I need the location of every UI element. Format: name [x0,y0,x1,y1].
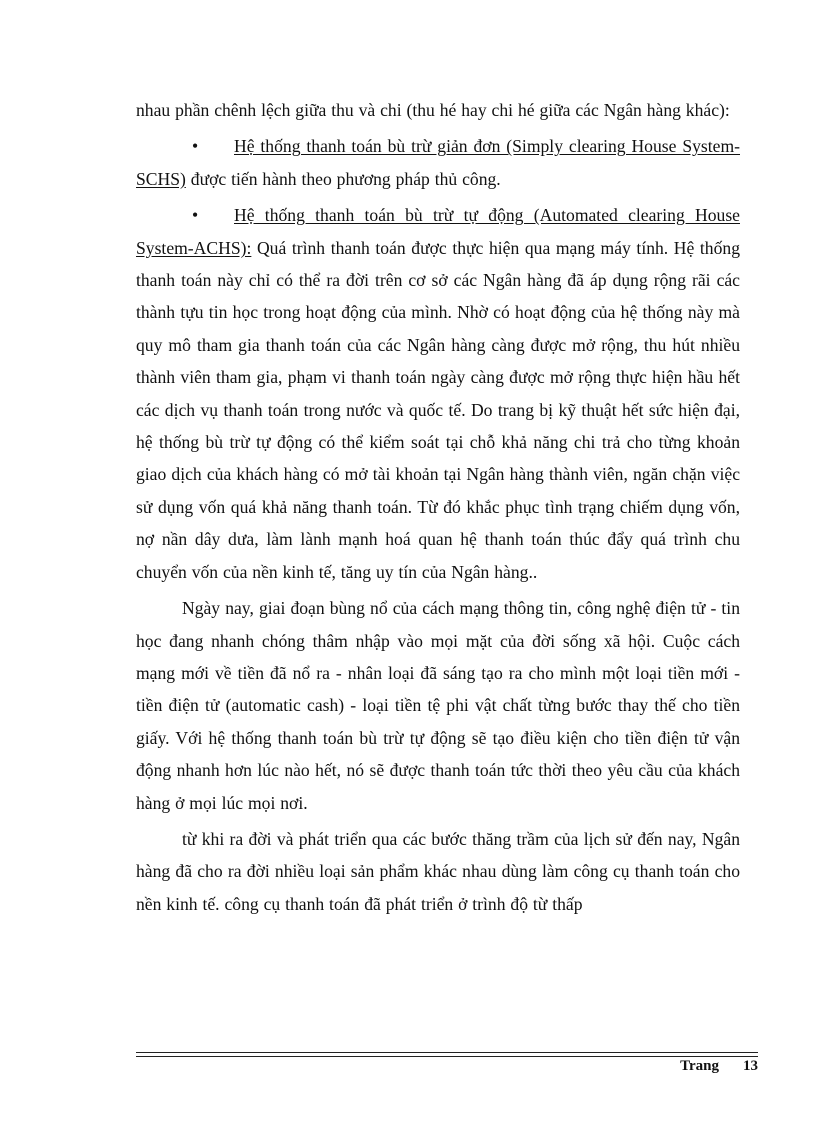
paragraph-continued: nhau phần chênh lệch giữa thu và chi (thu hé hay chi hé giữa các Ngân hàng khác): [136,100,730,120]
bullet-icon: • [192,136,199,157]
bullet-icon: • [192,205,199,226]
footer-rule [136,1052,758,1053]
bullet-title-schs: Hệ thống thanh toán bù trừ giản đơn (Simply clearing House System-SCHS) [136,136,740,189]
page-label: Trang [680,1058,719,1074]
bullet-text-achs: Quá trình thanh toán được thực hiện qua mạng máy tính. Hệ thống thanh toán này chỉ có thể ra đời trên cơ sở các Ngân hàng đã áp dụng rộng rãi các thành tựu tin học trong hoạt động của mình. Nhờ có hoạt động của hệ thống này mà quy mô tham gia thanh toán của các Ngân hàng càng được mở rộng, thu hút nhiều thành viên tham gia, phạm vi thanh toán ngày càng được mở rộng thực hiện hầu hết các dịch vụ thanh toán trong nước và quốc tế. Do trang bị kỹ thuật hết sức hiện đại, hệ thống bù trừ tự động có thể kiểm soát tại chỗ khả năng chi trả cho từng khoản giao dịch của khách hàng có mở tài khoản tại Ngân hàng thành viên, ngăn chặn việc sử dụng vốn quá khả năng thanh toán. Từ đó khắc phục tình trạng chiếm dụng vốn, nợ nần dây dưa, làm lành mạnh hoá quan hệ thanh toán thúc đẩy quá trình chu chuyển vốn của nền kinh tế, tăng uy tín của Ngân hàng.. [136,237,740,582]
paragraph-electronic-money: Ngày nay, giai đoạn bùng nổ của cách mạng thông tin, công nghệ điện tử - tin học đang nhanh chóng thâm nhập vào mọi mặt của đời sống xã hội. Cuộc cách mạng mới về tiền đã nổ ra - nhân loại đã sáng tạo ra cho mình một loại tiền mới - tiền điện tử (automatic cash) - loại tiền tệ phi vật chất từng bước thay thế cho tiền giấy. Với hệ thống thanh toán bù trừ tự động sẽ tạo điều kiện cho tiền điện tử vận động nhanh hơn lúc nào hết, nó sẽ được thanh toán tức thời theo yêu cầu của khách hàng ở mọi lúc mọi nơi. [136,598,740,813]
bullet-item-schs [136,130,740,195]
bullet-text-schs: được tiến hành theo phương pháp thủ công. [185,168,501,189]
body-text [136,94,740,920]
bullet-title-achs: Hệ thống thanh toán bù trừ tự động (Automated clearing House System-ACHS): [136,205,740,258]
page-footer [620,1058,758,1075]
page-number: 13 [743,1058,758,1074]
bullet-item-achs [136,199,740,588]
paragraph-payment-tools: từ khi ra đời và phát triển qua các bước thăng trầm của lịch sử đến nay, Ngân hàng đã cho ra đời nhiều loại sản phẩm khác nhau dùng làm công cụ thanh toán cho nền kinh tế. công cụ thanh toán đã phát triển ở trình độ từ thấp [136,828,740,914]
footer-rule-thin [136,1056,758,1057]
